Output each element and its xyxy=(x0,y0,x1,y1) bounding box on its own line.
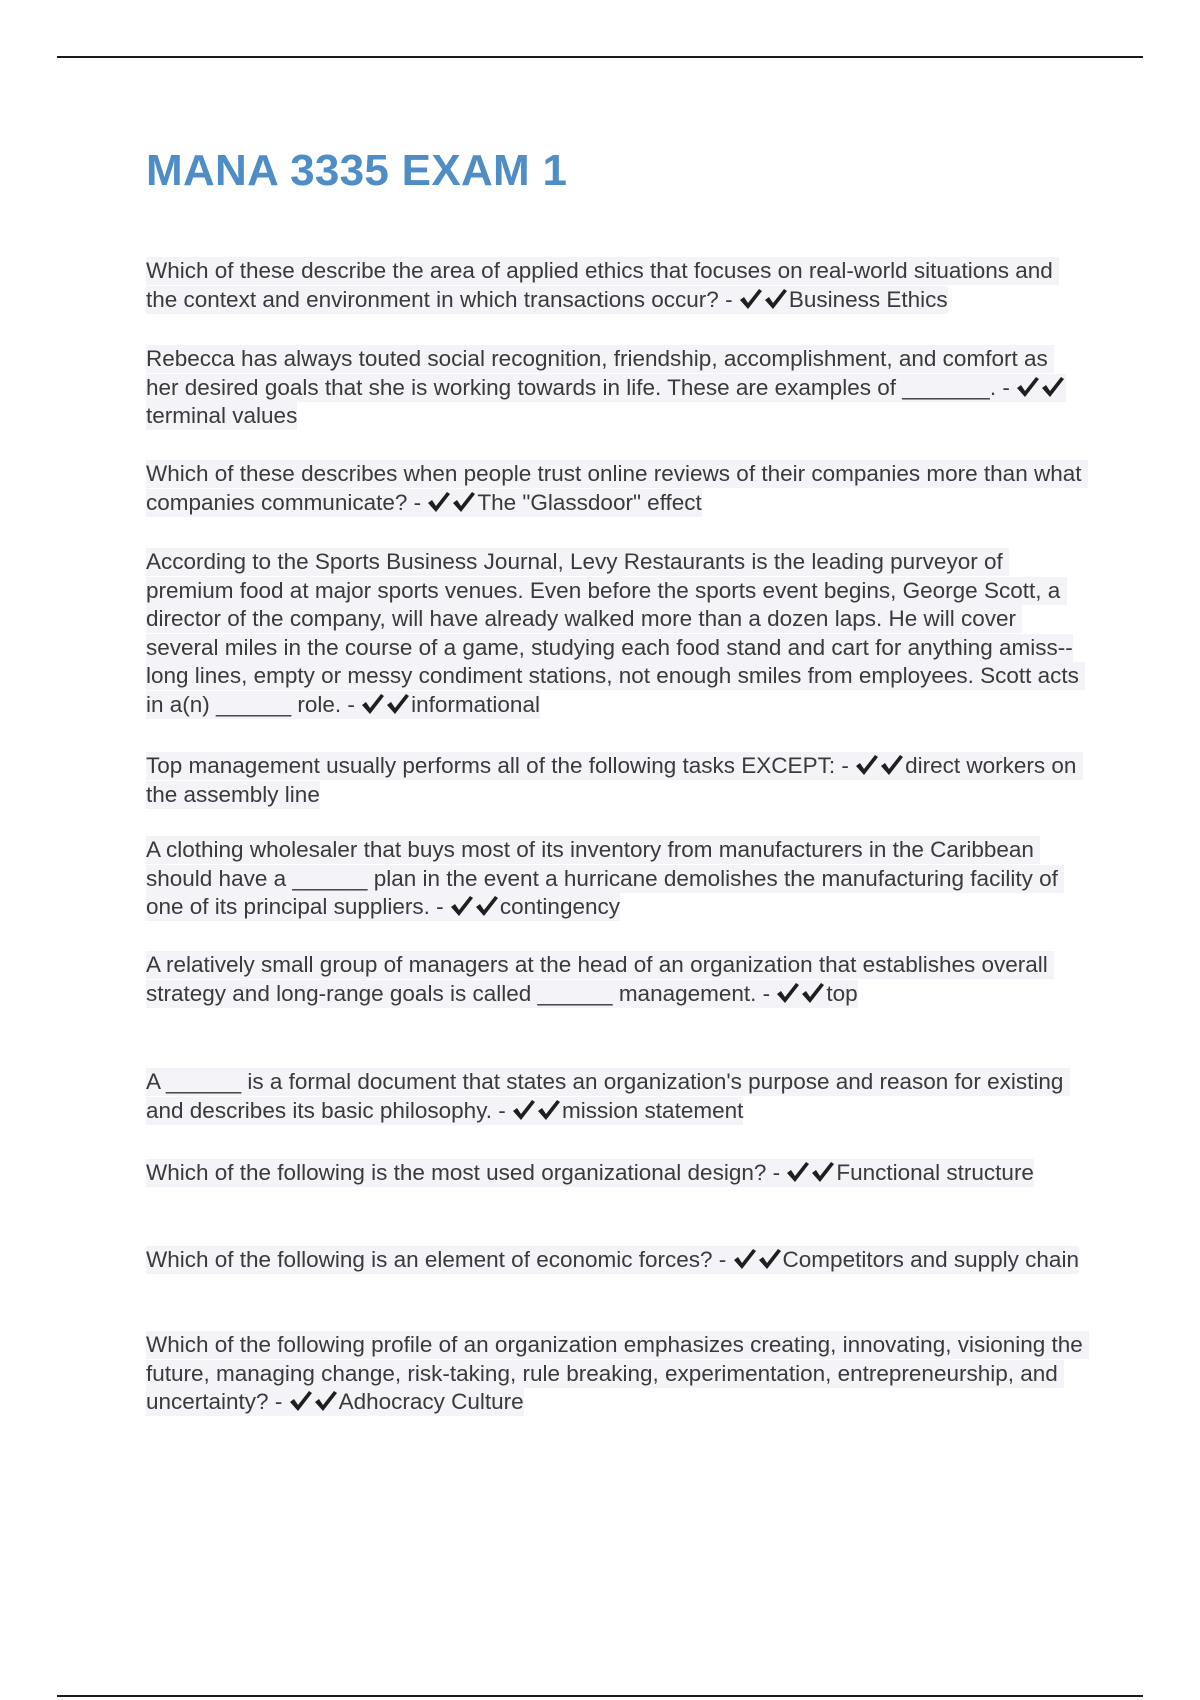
check-icon xyxy=(1016,376,1041,398)
answer-text: top xyxy=(826,980,858,1006)
bottom-divider xyxy=(57,1695,1143,1697)
separator: - xyxy=(429,894,450,919)
answer-text: The "Glassdoor" effect xyxy=(477,489,702,515)
question-text: A ______ is a formal document that states an organization's purpose and reason for existing and describes its basic philosophy. xyxy=(146,1069,1070,1123)
question-text: According to the Sports Business Journal, Levy Restaurants is the leading purveyor of premium food at major sports venues. Even before the sports event begins, George Scott, a director of the company, will have already walked more than a dozen laps. He will cover several miles in the course of a game, studying each food stand and cart for anything amiss--long lines, empty or messy condiment stations, not enough smiles from employees. Scott acts in a(n) ______ role. xyxy=(146,549,1086,717)
answer-text: informational xyxy=(411,691,540,717)
qa-item xyxy=(146,1331,1090,1417)
separator: - xyxy=(996,374,1017,400)
separator: - xyxy=(492,1097,513,1123)
question-text: Rebecca has always touted social recognition, friendship, accomplishment, and comfort as her desired goals that she is working towards in life. These are examples of _______. xyxy=(146,346,1054,400)
question-text: Top management usually performs all of the following tasks EXCEPT: xyxy=(146,753,836,778)
check-icon xyxy=(739,288,764,310)
check-icon xyxy=(733,1248,758,1270)
check-icon xyxy=(386,693,411,715)
question-text: Which of these describes when people trust online reviews of their companies more than what companies communicate? xyxy=(146,461,1088,515)
top-divider xyxy=(57,56,1143,58)
qa-item xyxy=(146,548,1086,719)
qa-item xyxy=(146,1159,1034,1188)
answer-text: Business Ethics xyxy=(788,286,948,312)
separator: - xyxy=(341,691,362,717)
separator: - xyxy=(268,1389,289,1414)
qa-item xyxy=(146,1068,1086,1125)
qa-item xyxy=(146,951,1086,1008)
answer-text: Competitors and supply chain xyxy=(782,1247,1079,1272)
qa-item xyxy=(146,752,1086,809)
answer-text: mission statement xyxy=(562,1097,744,1123)
check-icon xyxy=(811,1161,836,1183)
check-icon xyxy=(758,1248,783,1270)
check-icon xyxy=(289,1390,314,1412)
question-text: A relatively small group of managers at the head of an organization that establishes overall strategy and long-range goals is called ______ management. xyxy=(146,952,1055,1006)
separator: - xyxy=(766,1160,787,1185)
check-icon xyxy=(801,982,826,1004)
answer-text: contingency xyxy=(499,894,620,919)
question-text: A clothing wholesaler that buys most of its inventory from manufacturers in the Caribbean should have a ______ plan in the event a hurricane demolishes the manufacturing facility of one of its principal suppliers. xyxy=(146,837,1065,919)
check-icon xyxy=(450,895,475,917)
answer-text: direct workers on the assembly line xyxy=(146,753,1083,807)
qa-item xyxy=(146,836,1086,922)
check-icon xyxy=(314,1390,339,1412)
separator: - xyxy=(712,1247,733,1272)
answer-text: Functional structure xyxy=(836,1160,1034,1185)
qa-item xyxy=(146,345,1086,431)
check-icon xyxy=(475,895,500,917)
question-text: Which of the following is an element of economic forces? xyxy=(146,1247,713,1272)
separator: - xyxy=(756,980,777,1006)
question-text: Which of these describe the area of applied ethics that focuses on real-world situations and the context and environment in which transactions occur? xyxy=(146,258,1060,312)
qa-item xyxy=(146,1246,1079,1275)
qa-item xyxy=(146,460,1086,517)
check-icon xyxy=(855,754,880,776)
check-icon xyxy=(786,1161,811,1183)
answer-text: terminal values xyxy=(146,403,298,428)
check-icon xyxy=(361,693,386,715)
separator: - xyxy=(407,489,428,515)
check-icon xyxy=(452,491,477,513)
check-icon xyxy=(427,491,452,513)
page-title: MANA 3335 EXAM 1 xyxy=(146,146,568,195)
check-icon xyxy=(776,982,801,1004)
separator: - xyxy=(718,286,739,312)
answer-text: Adhocracy Culture xyxy=(338,1389,524,1414)
check-icon xyxy=(1041,376,1066,398)
check-icon xyxy=(512,1099,537,1121)
check-icon xyxy=(880,754,905,776)
question-text: Which of the following profile of an organization emphasizes creating, innovating, visioning the future, managing change, risk-taking, rule breaking, experimentation, entrepreneurship, and uncertainty? xyxy=(146,1332,1090,1414)
check-icon xyxy=(537,1099,562,1121)
qa-item xyxy=(146,257,1086,314)
check-icon xyxy=(764,288,789,310)
separator: - xyxy=(835,753,856,778)
question-text: Which of the following is the most used organizational design? xyxy=(146,1160,767,1185)
